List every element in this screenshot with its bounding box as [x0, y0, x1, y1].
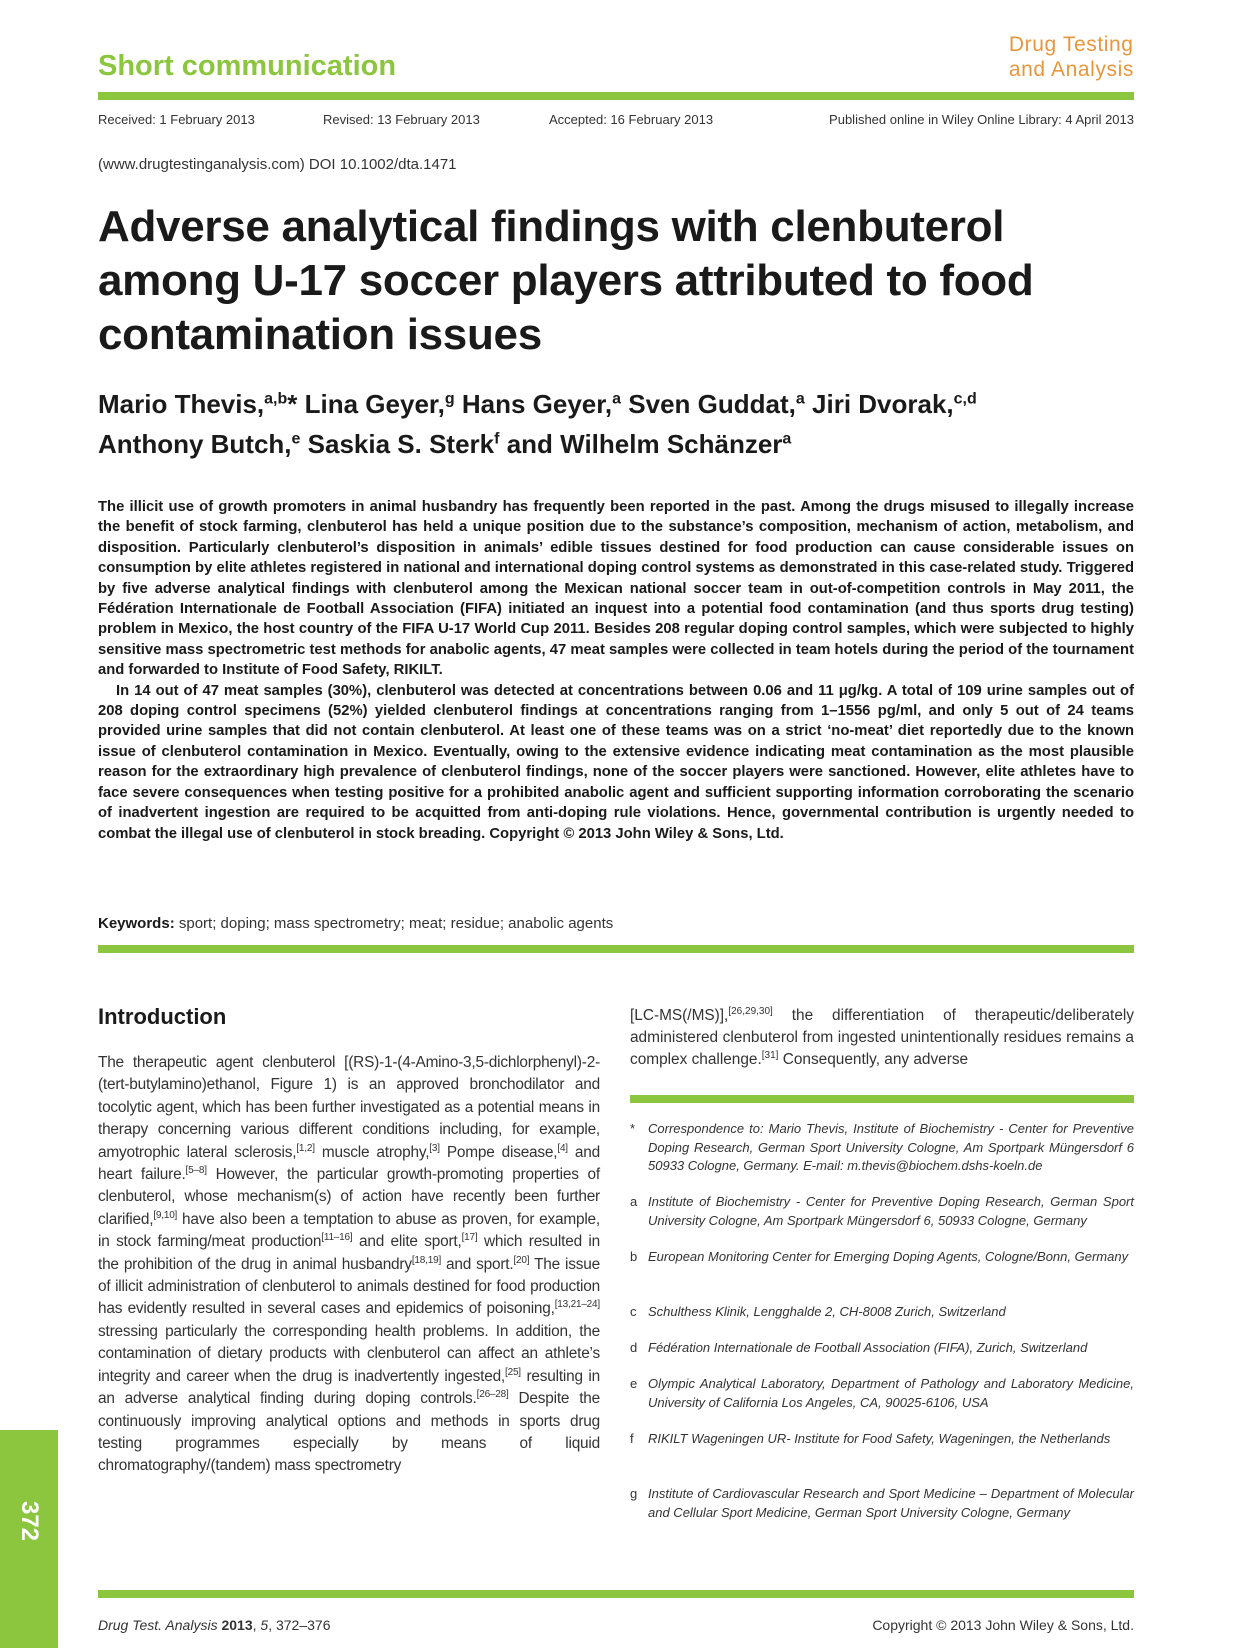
introduction-text-segment: stressing particularly the corresponding health problems. In addition, the contamination of dietary products with clenbuterol can affect an athlete’s integrity and career when the drug is inadvertently ingested,	[98, 1322, 600, 1385]
author[interactable]: Sven Guddat,$^a$	[628, 389, 805, 419]
doi-line[interactable]: (www.drugtestinganalysis.com) DOI 10.1002/dta.1471	[98, 156, 457, 173]
introduction-text-segment: resulting in an adverse analytical finding during doping controls.	[98, 1367, 600, 1408]
introduction-text-segment: The issue of illicit administration of clenbuterol to animals destined for food production has evidently resulted in several cases and epidemics of poisoning,	[98, 1255, 600, 1318]
journal-abbrev: Drug Test. Analysis	[98, 1617, 218, 1633]
citation-pages: 372–376	[275, 1617, 331, 1633]
article-title: Adverse analytical findings with clenbuterol among U-17 soccer players attributed to food contamination issues	[98, 202, 1034, 359]
affiliation-f: f RIKILT Wageningen UR- Institute for Food Safety, Wageningen, the Netherlands	[630, 1431, 1111, 1446]
abstract-paragraph-2: In 14 out of 47 meat samples (30%), clenbuterol was detected at concentrations between 0.06 and 11 μg/kg. A total of 109 urine samples out of 208 doping control specimens (52%) yielded clenbuterol findings at concentrations ranging from 1–1556 pg/ml, and only 5 out of 24 teams provided urine samples that did not contain clenbuterol. At least one of these teams was on a strict ‘no-meat’ diet reportedly due to the known issue of clenbuterol contamination in Mexico. Eventually, owing to the extensive evidence indicating meat contamination as the most plausible reason for the extraordinary high prevalence of clenbuterol findings, none of the soccer players were sanctioned. However, elite athletes have to face severe consequences when testing positive for a prohibited anabolic agent and sufficient supporting information corroborating the scenario of inadvertent ingestion are required to be acquitted from anti-doping rule violations. Hence, governmental contribution is urgently needed to combat the illegal use of clenbuterol in stock breading. Copyright © 2013 John Wiley & Sons, Ltd.	[98, 682, 1134, 842]
citation-reference[interactable]: [31]	[761, 1049, 779, 1061]
author-list	[98, 384, 1138, 464]
abstract-rule	[98, 945, 1134, 953]
header-rule	[98, 92, 1134, 100]
keywords-label: Keywords:	[98, 915, 175, 932]
citation-reference[interactable]: [26,29,30]	[728, 1005, 773, 1017]
continuation-column	[630, 1005, 1134, 1071]
citation-reference[interactable]: [17]	[461, 1232, 478, 1244]
footnote-rule	[630, 1095, 1134, 1103]
introduction-text-segment: Despite the continuously improving analytical options and methods in sports drug testing programmes especially by means of liquid chromatography/(tandem) mass spectrometry	[98, 1390, 600, 1475]
citation-reference[interactable]: [13,21–24]	[554, 1299, 600, 1311]
continued-text-segment: [LC-MS(/MS)],	[630, 1007, 729, 1024]
introduction-text-segment: The therapeutic agent clenbuterol [(RS)-1-(4-Amino-3,5-dichlorphenyl)-2-(tert-butylamino)ethanol, Figure 1) is an approved bronchodilator and tocolytic agent, which has been further investigated as a potential means in therapy concerning various different conditions including, for example, amyotrophic lateral sclerosis,	[98, 1054, 600, 1161]
affiliation-a: a Institute of Biochemistry - Center for Preventive Doping Research, German Sport University Cologne, Am Sportpark Müngersdorf 6, 50933 Cologne, Germany	[630, 1194, 1134, 1228]
section-label: Short communication	[98, 50, 397, 82]
introduction-text-segment: and heart failure.	[98, 1143, 600, 1184]
author[interactable]: and Wilhelm Schänzer$^a$	[506, 429, 792, 459]
citation-reference[interactable]: [5–8]	[185, 1164, 207, 1176]
affiliation-b: b European Monitoring Center for Emerging Doping Agents, Cologne/Bonn, Germany	[630, 1249, 1129, 1264]
introduction-text-segment: Pompe disease,	[439, 1143, 558, 1161]
author[interactable]: Anthony Butch,$^e$	[98, 429, 301, 459]
author[interactable]: Lina Geyer,$^g$	[304, 389, 455, 419]
affiliation-correspondence: * Correspondence to: Mario Thevis, Institute of Biochemistry - Center for Preventive Doping Research, German Sport University Cologne, Am Sportpark Müngersdorf 6 50933 Cologne, Germany. E-mail: m.thevis@biochem.dshs-koeln.de	[630, 1121, 1134, 1173]
abstract-paragraph-1: The illicit use of growth promoters in animal husbandry has frequently been reported in the past. Among the drugs misused to illegally increase the benefit of stock farming, clenbuterol has held a unique position due to the substance’s composition, mechanism of action, metabolism, and disposition. Particularly clenbuterol’s disposition in animals’ edible tissues destined for food production can cause considerable issues on consumption by elite athletes registered in national and international doping control systems as demonstrated in this case-related study. Triggered by five adverse analytical findings with clenbuterol among the Mexican national soccer team in out-of-competition controls in May 2011, the Fédération Internationale de Football Association (FIFA) initiated an inquest into a potential food contamination (and thus sports drug testing) problem in Mexico, the host country of the FIFA U-17 World Cup 2011. Besides 208 regular doping control samples, which were subjected to highly sensitive mass spectrometric test methods for anabolic agents, 47 meat samples were collected in team hotels during the period of the tournament and forwarded to Institute of Food Safety, RIKILT.	[98, 499, 1134, 679]
author[interactable]: Hans Geyer,$^a$	[461, 389, 622, 419]
author[interactable]: Saskia S. Sterk$^f$	[307, 429, 500, 459]
introduction-text-segment: have also been a temptation to abuse as proven, for example, in stock farming/meat production	[98, 1210, 600, 1251]
page-number: 372	[16, 1500, 43, 1542]
introduction-text-segment: muscle atrophy,	[314, 1143, 430, 1161]
author[interactable]: Jiri Dvorak,$^{c,d}$	[812, 389, 977, 419]
citation-reference[interactable]: [3]	[429, 1142, 440, 1154]
citation-reference[interactable]: [11–16]	[321, 1232, 353, 1244]
copyright-footer: Copyright © 2013 John Wiley & Sons, Ltd.	[872, 1617, 1134, 1633]
introduction-text-segment: which resulted in the prohibition of the drug in animal husbandry	[98, 1233, 600, 1273]
keywords-text: sport; doping; mass spectrometry; meat; residue; anabolic agents	[178, 915, 614, 932]
introduction-text-segment: and elite sport,	[352, 1233, 462, 1251]
continued-text-segment: Consequently, any adverse	[778, 1051, 969, 1068]
citation-reference[interactable]: [18,19]	[411, 1254, 442, 1266]
author[interactable]: Mario Thevis,$^{a,b}$*	[98, 389, 298, 419]
citation-reference[interactable]: [9,10]	[153, 1209, 178, 1221]
received-date: Received: 1 February 2013	[98, 112, 255, 127]
accepted-date: Accepted: 16 February 2013	[549, 112, 714, 127]
footer-rule	[98, 1590, 1134, 1598]
abstract	[98, 497, 1134, 844]
keywords	[98, 915, 613, 932]
journal-name-line2: and Analysis	[1008, 58, 1134, 81]
affiliation-d: d Fédération Internationale de Football Association (FIFA), Zurich, Switzerland	[630, 1340, 1088, 1355]
citation-reference[interactable]: [25]	[505, 1366, 521, 1378]
introduction-text-segment: However, the particular growth-promoting properties of clenbuterol, whose mechanism(s) of action have recently been further clarified,	[98, 1166, 600, 1228]
revised-date: Revised: 13 February 2013	[323, 112, 480, 127]
journal-name-line1: Drug Testing	[1008, 33, 1134, 56]
introduction-continued-text	[630, 1005, 1134, 1071]
journal-logo	[1009, 32, 1134, 82]
continued-text-segment: the differentiation of therapeutic/deliberately administered clenbuterol from ingested unintentionally residues remains a complex challenge.	[630, 1007, 1134, 1068]
introduction-column	[98, 1004, 600, 1478]
introduction-heading: Introduction	[98, 1004, 227, 1029]
citation-volume: 5	[260, 1617, 269, 1633]
affiliation-g: g Institute of Cardiovascular Research and Sport Medicine – Department of Molecular and Cellular Sport Medicine, German Sport University Cologne, Germany	[630, 1486, 1134, 1520]
affiliation-e: e Olympic Analytical Laboratory, Department of Pathology and Laboratory Medicine, University of California Los Angeles, CA, 90025-6106, USA	[630, 1376, 1134, 1410]
introduction-text-segment: and sport.	[441, 1255, 514, 1273]
citation-footer: Drug Test. Analysis 2013, 5, 372–376	[98, 1617, 331, 1633]
introduction-text	[98, 1052, 600, 1478]
citation-reference[interactable]: [1,2]	[296, 1142, 315, 1154]
citation-reference[interactable]: [26–28]	[476, 1388, 509, 1400]
citation-reference[interactable]: [4]	[557, 1142, 568, 1154]
affiliation-c: c Schulthess Klinik, Lengghalde 2, CH-8008 Zurich, Switzerland	[630, 1304, 1006, 1319]
citation-year: 2013	[221, 1617, 253, 1633]
citation-reference[interactable]: [20]	[513, 1254, 530, 1266]
published-date: Published online in Wiley Online Library: 4 April 2013	[829, 112, 1134, 127]
